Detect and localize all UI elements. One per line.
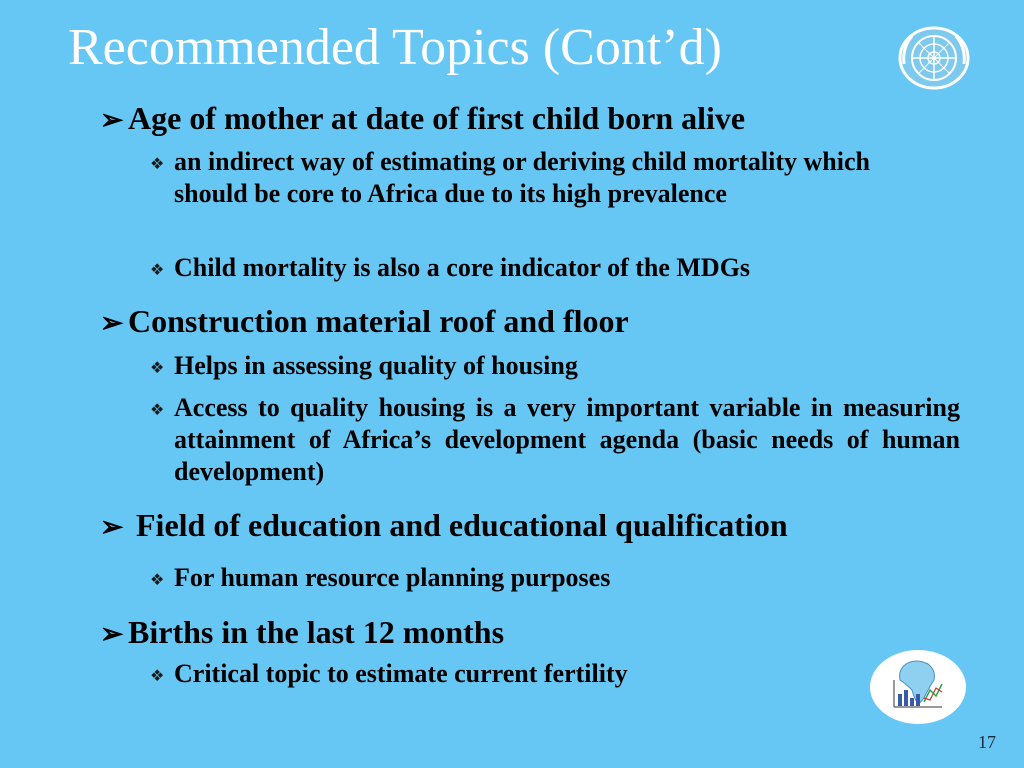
page-number: 17 — [978, 732, 996, 752]
arrow-bullet-icon: ➢ — [100, 105, 124, 136]
sub-bullet-text: Child mortality is also a core indicator of the MDGs — [174, 253, 751, 282]
arrow-bullet-icon: ➢ — [100, 619, 124, 650]
arrow-bullet-icon: ➢ — [100, 512, 124, 543]
diamond-bullet-icon: ❖ — [150, 400, 165, 419]
bullet-label: Age of mother at date of first child born alive — [128, 100, 746, 136]
sub-bullet-text: Access to quality housing is a very important variable in measuring attainment of Africa’s development agenda (basic needs of human development) — [174, 393, 960, 486]
sub-bullet-text: an indirect way of estimating or deriving child mortality which should be core to Africa due to its high prevalence — [174, 147, 870, 208]
diamond-bullet-icon: ❖ — [150, 666, 165, 685]
bullet-label: Field of education and educational qualification — [136, 507, 788, 543]
bullet-label: Construction material roof and floor — [128, 303, 629, 339]
bullet-item — [100, 303, 629, 342]
diamond-bullet-icon: ❖ — [150, 260, 165, 279]
sub-bullet-item — [150, 392, 960, 488]
sub-bullet-item — [150, 658, 960, 690]
diamond-bullet-icon: ❖ — [150, 154, 165, 173]
bullet-item — [100, 614, 504, 653]
africa-chart-logo-icon — [870, 650, 966, 724]
bullet-item — [100, 507, 788, 546]
diamond-bullet-icon: ❖ — [150, 358, 165, 377]
slide-title: Recommended Topics (Cont’d) — [68, 19, 722, 76]
sub-bullet-text: Helps in assessing quality of housing — [174, 351, 578, 380]
sub-bullet-item — [150, 252, 960, 284]
sub-bullet-text: For human resource planning purposes — [174, 563, 611, 592]
sub-bullet-item — [150, 562, 960, 594]
bullet-item — [100, 100, 745, 139]
arrow-bullet-icon: ➢ — [100, 308, 124, 339]
bullet-label: Births in the last 12 months — [128, 614, 505, 650]
sub-bullet-text: Critical topic to estimate current fertility — [174, 659, 628, 688]
sub-bullet-item — [150, 350, 960, 382]
sub-bullet-item — [150, 146, 960, 210]
diamond-bullet-icon: ❖ — [150, 570, 165, 589]
